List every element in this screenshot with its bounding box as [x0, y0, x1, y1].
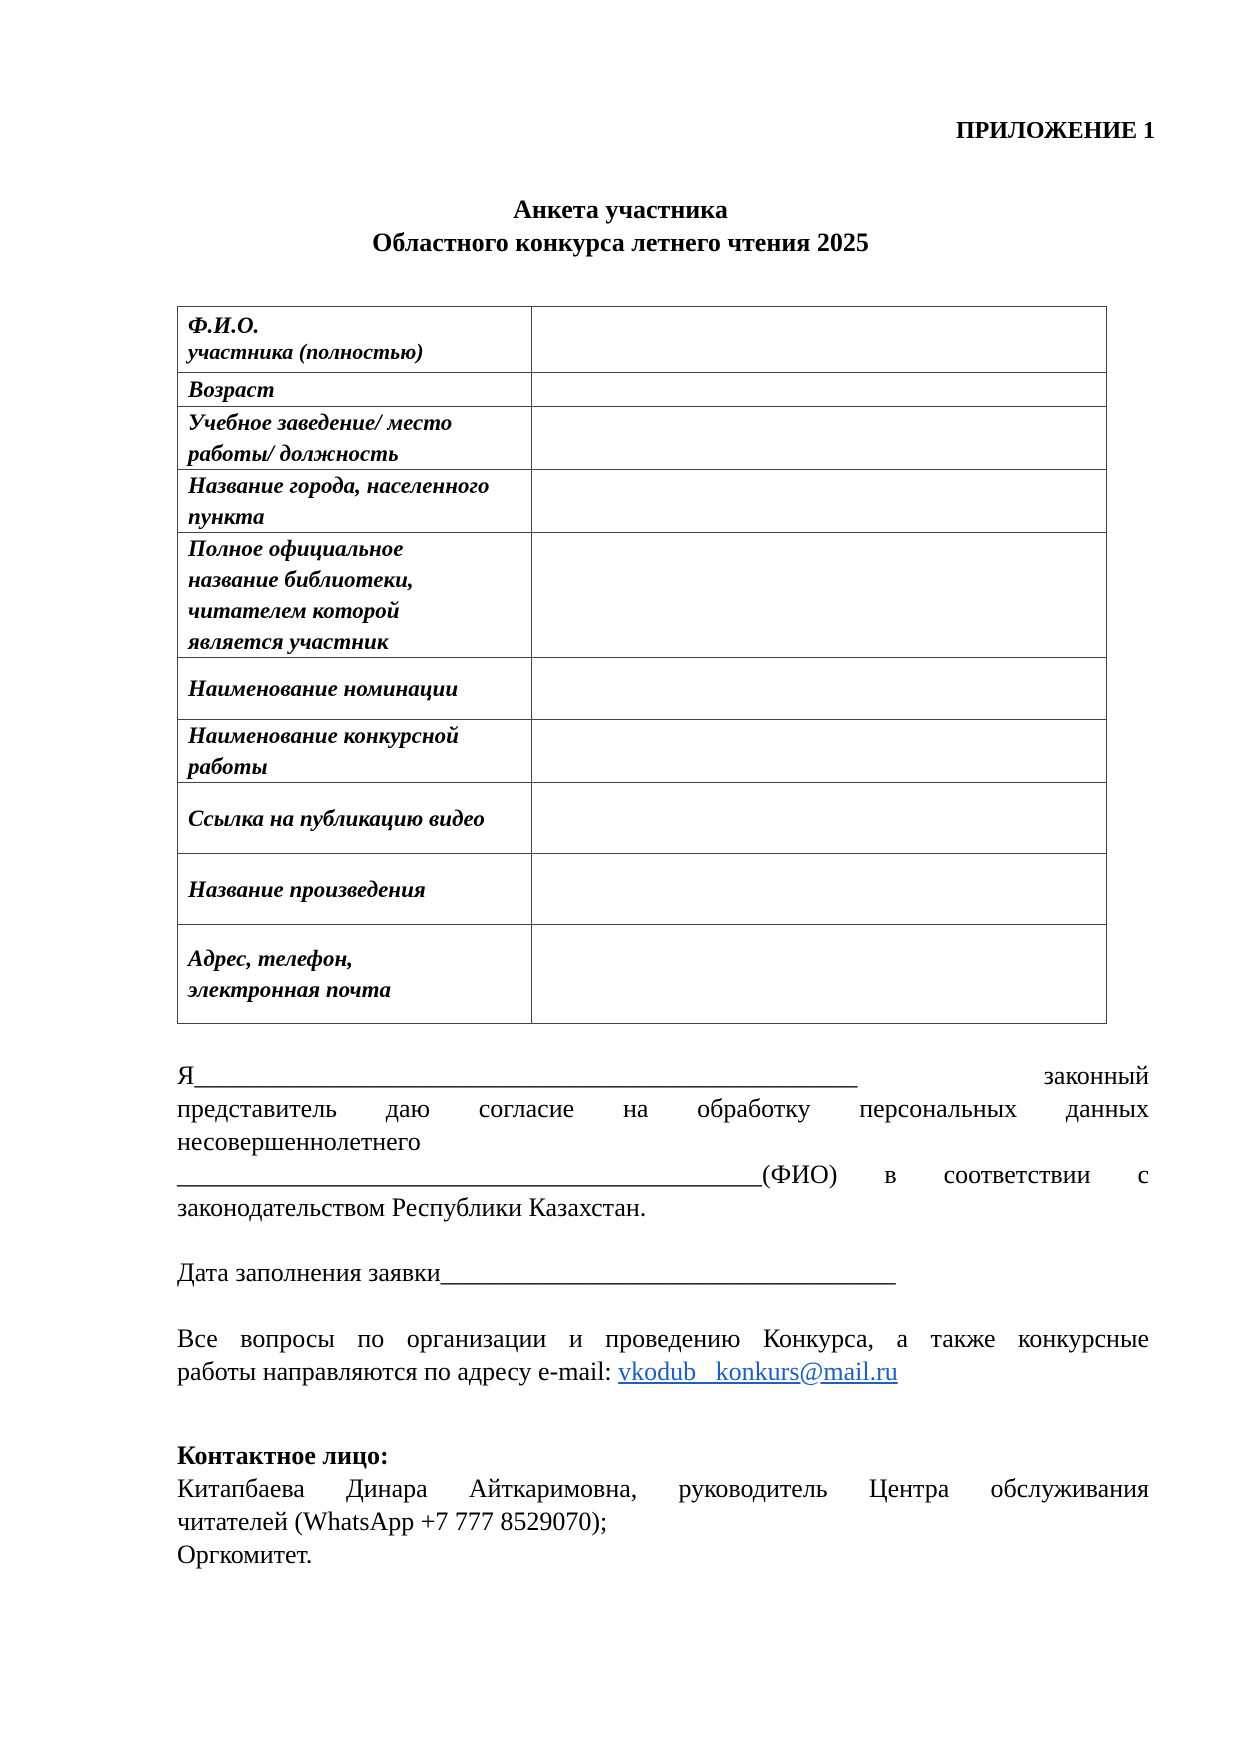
questions-paragraph: [177, 1322, 1149, 1388]
form-row-fio: [178, 307, 1107, 373]
questions-word: и: [568, 1324, 583, 1353]
label-work-title-line-1: Наименование конкурсной: [188, 723, 459, 748]
questions-line-1: [177, 1322, 1149, 1355]
questions-word: а: [896, 1324, 909, 1353]
field-contacts[interactable]: [532, 925, 1107, 1024]
label-institution-line-2: работы/ должность: [188, 441, 399, 466]
label-city-line-2: пункта: [188, 504, 265, 529]
form-row-nomination: [178, 658, 1107, 720]
contact-word: Динара: [346, 1474, 428, 1503]
consent-line-4: [177, 1158, 1149, 1191]
questions-word: конкурсные: [1018, 1324, 1149, 1353]
label-contacts-line-1: Адрес, телефон,: [188, 946, 354, 971]
questions-line-2: [177, 1355, 1149, 1388]
label-institution-line-1: Учебное заведение/ место: [188, 410, 453, 435]
label-city-line-1: Название города, населенного: [188, 473, 490, 498]
label-video-link: Ссылка на публикацию видео: [178, 783, 532, 854]
consent-line-2: [177, 1092, 1149, 1125]
questions-word: Конкурса,: [762, 1324, 875, 1353]
contact-word: Китапбаева: [177, 1474, 305, 1503]
label-contacts: [178, 925, 532, 1024]
form-row-library: [178, 533, 1107, 658]
title-line-1: Анкета участника: [513, 195, 728, 224]
contact-line-2: читателей (WhatsApp +7 777 8529070);: [177, 1507, 608, 1536]
consent-line-3: несовершеннолетнего: [177, 1127, 421, 1156]
form-row-city: [178, 470, 1107, 533]
label-contacts-line-2: электронная почта: [188, 977, 392, 1002]
contact-word: Айткаримовна,: [468, 1474, 638, 1503]
label-institution: [178, 407, 532, 470]
consent-word: в: [884, 1160, 897, 1189]
questions-word: по: [357, 1324, 385, 1353]
questions-word: проведению: [605, 1324, 741, 1353]
consent-word: обработку: [697, 1094, 811, 1123]
label-age: Возраст: [178, 373, 532, 407]
label-work-title-line-2: работы: [188, 754, 268, 779]
email-link[interactable]: vkodub_ konkurs@mail.ru: [618, 1357, 898, 1386]
consent-word: с: [1137, 1160, 1149, 1189]
consent-paragraph: [177, 1059, 1149, 1224]
label-nomination: Наименование номинации: [178, 658, 532, 720]
label-fio-line-1: Ф.И.О.: [188, 313, 260, 338]
appendix-label: ПРИЛОЖЕНИЕ 1: [955, 118, 1155, 144]
consent-word: соответствии: [943, 1160, 1091, 1189]
consent-line-1-end: законный: [1043, 1061, 1149, 1090]
consent-word: согласие: [478, 1094, 575, 1123]
questions-word: вопросы: [240, 1324, 335, 1353]
consent-word: представитель: [177, 1094, 338, 1123]
date-line: Дата заполнения заявки___________________________________: [177, 1258, 896, 1287]
contact-word: руководитель: [678, 1474, 828, 1503]
form-title: [0, 193, 1241, 259]
contact-word: Центра: [868, 1474, 950, 1503]
field-work-title[interactable]: [532, 720, 1107, 783]
consent-line-1: [177, 1059, 1149, 1092]
consent-minor-name-blank: _____________________________________________(ФИО): [177, 1160, 838, 1189]
consent-name-blank: Я___________________________________________________: [177, 1061, 858, 1090]
contact-heading: Контактное лицо:: [177, 1441, 389, 1470]
field-nomination[interactable]: [532, 658, 1107, 720]
field-library[interactable]: [532, 533, 1107, 658]
form-row-book-title: [178, 854, 1107, 925]
participant-form-table: [177, 306, 1107, 1024]
contact-block: [177, 1439, 1149, 1571]
contact-line-3: Оргкомитет.: [177, 1540, 313, 1569]
form-row-video-link: [178, 783, 1107, 854]
title-line-2: Областного конкурса летнего чтения 2025: [372, 228, 869, 257]
field-age[interactable]: [532, 373, 1107, 407]
label-library-line-1: Полное официальное: [188, 536, 404, 561]
consent-word: на: [622, 1094, 649, 1123]
field-city[interactable]: [532, 470, 1107, 533]
field-fio[interactable]: [532, 307, 1107, 373]
label-library-line-3: читателем которой: [188, 598, 400, 623]
field-institution[interactable]: [532, 407, 1107, 470]
label-work-title: [178, 720, 532, 783]
consent-line-5: законодательством Республики Казахстан.: [177, 1193, 647, 1222]
label-fio-line-2: участника (полностью): [188, 339, 424, 364]
form-row-work-title: [178, 720, 1107, 783]
contact-line-1: [177, 1472, 1149, 1505]
label-book-title: Название произведения: [178, 854, 532, 925]
questions-word: Все: [177, 1324, 218, 1353]
questions-word: также: [930, 1324, 996, 1353]
form-row-age: [178, 373, 1107, 407]
label-city: [178, 470, 532, 533]
consent-word: персональных: [859, 1094, 1018, 1123]
consent-word: даю: [385, 1094, 430, 1123]
questions-word: организации: [406, 1324, 547, 1353]
form-row-institution: [178, 407, 1107, 470]
consent-word: данных: [1065, 1094, 1149, 1123]
field-video-link[interactable]: [532, 783, 1107, 854]
contact-word: обслуживания: [990, 1474, 1149, 1503]
label-fio: [178, 307, 532, 373]
questions-line-2-prefix: работы направляются по адресу e-mail:: [177, 1357, 619, 1386]
field-book-title[interactable]: [532, 854, 1107, 925]
form-row-contacts: [178, 925, 1107, 1024]
label-library-line-4: является участник: [188, 629, 389, 654]
label-library-line-2: название библиотеки,: [188, 567, 414, 592]
label-library: [178, 533, 532, 658]
